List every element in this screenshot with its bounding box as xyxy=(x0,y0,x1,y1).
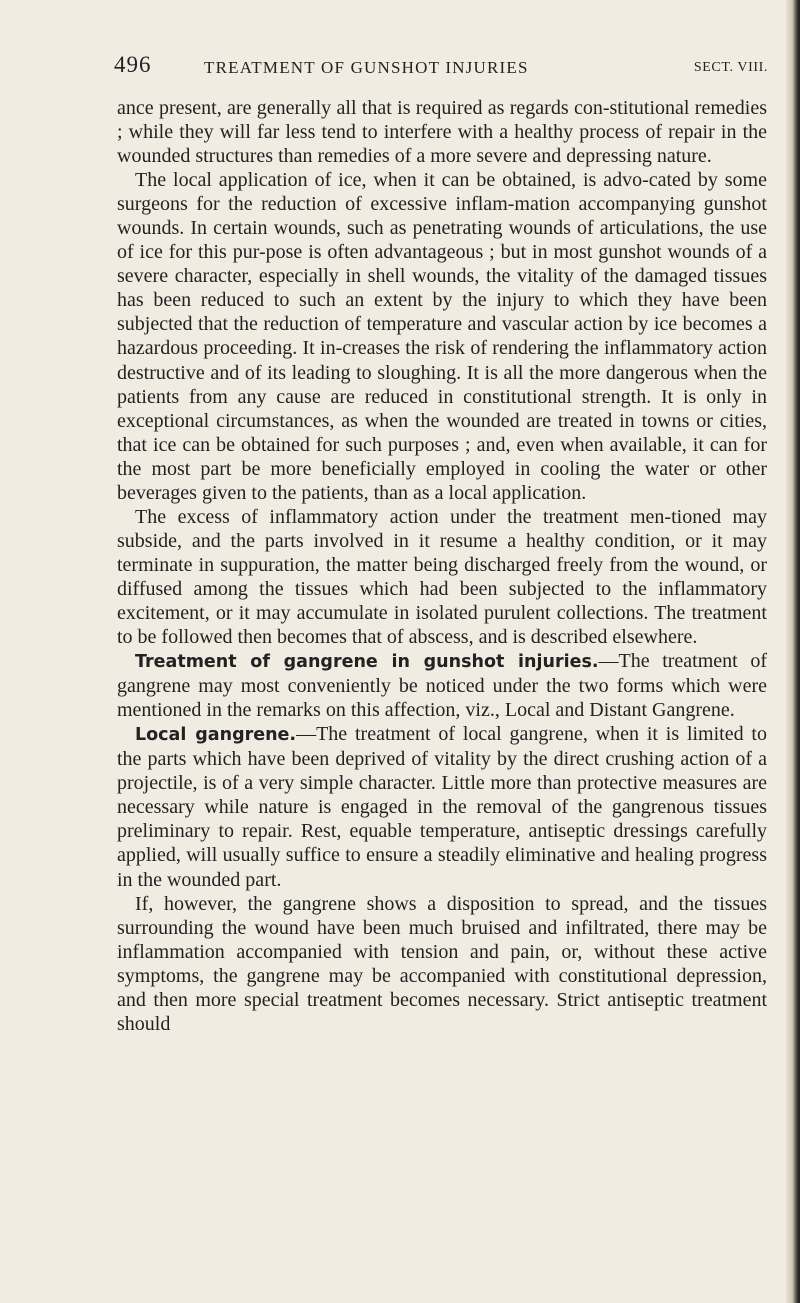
paragraph-2 xyxy=(117,168,767,505)
section-heading-gangrene: Treatment of gangrene in gunshot injuries. xyxy=(135,652,599,673)
paragraph-5-text: —The treatment of local gangrene, when it is limited to the parts which have been deprived of vitality by the direct crushing action of a projectile, is of a very simple character. Little more than protective measures are necessary while nature is engaged in the removal of the gangrenous tissues preliminary to repair. Rest, equable temperature, antiseptic dressings carefully applied, will usually suffice to ensure a steadily eliminative and healing progress in the wounded part. xyxy=(117,723,767,891)
paragraph-1 xyxy=(117,96,767,168)
body-text xyxy=(117,96,767,1036)
page-edge-shadow xyxy=(786,0,800,1303)
paragraph-4-text: —The treatment of gangrene may most conveniently be noticed under the two forms which were mentioned in the remarks on this affection, viz., Local and Distant Gangrene. xyxy=(117,650,767,722)
paragraph-3-text: The excess of inflammatory action under the treatment men-tioned may subside, and the parts involved in it resume a healthy condition, or it may terminate in suppuration, the matter being discharged freely from the wound, or diffused among the tissues which had been subjected to the inflammatory excitement, or it may accumulate in isolated purulent collections. The treatment to be followed then becomes that of abscess, and is described elsewhere. xyxy=(117,505,767,649)
section-label: SECT. VIII. xyxy=(693,60,768,75)
paragraph-5 xyxy=(117,722,767,891)
paragraph-2-text: The local application of ice, when it can be obtained, is advo-cated by some surgeons for the reduction of excessive inflam-mation accompanying gunshot wounds. In certain wounds, such as penetrating wounds of articulations, the use of ice for this pur-pose is often advantageous ; but in most gunshot wounds of a severe character, especially in shell wounds, the vitality of the damaged tissues has been reduced to such an extent by the injury to which they have been subjected that the reduction of temperature and vascular action by ice becomes a hazardous proceeding. It in-creases the risk of rendering the inflammatory action destructive and of its leading to sloughing. It is all the more dangerous when the patients from any cause are reduced in constitutional strength. It is only in exceptional circumstances, as when the wounded are treated in towns or cities, that ice can be obtained for such purposes ; and, even when available, it can for the most part be more beneficially employed in cooling the water or other beverages given to the patients, than as a local application. xyxy=(117,169,767,504)
running-title: TREATMENT OF GUNSHOT INJURIES xyxy=(204,58,529,77)
paragraph-6 xyxy=(117,892,767,1036)
paragraph-6-text: If, however, the gangrene shows a disposition to spread, and the tissues surrounding the wound have been much bruised and infiltrated, there may be inflammation accompanied with tension and pain, or, without these active symptoms, the gangrene may be accompanied with constitutional depression, and then more special treatment becomes necessary. Strict antiseptic treatment should xyxy=(117,892,767,1035)
paragraph-4 xyxy=(117,649,767,722)
section-heading-local-gangrene: Local gangrene. xyxy=(135,725,297,746)
paragraph-1-text: ance present, are generally all that is required as regards con-stitutional remedies ; while they will far less tend to interfere with a healthy process of repair in the wounded structures than remedies of a more severe and depressing nature. xyxy=(117,97,767,168)
page-header xyxy=(114,52,768,84)
paragraph-3 xyxy=(117,505,767,649)
page-number: 496 xyxy=(114,52,152,77)
